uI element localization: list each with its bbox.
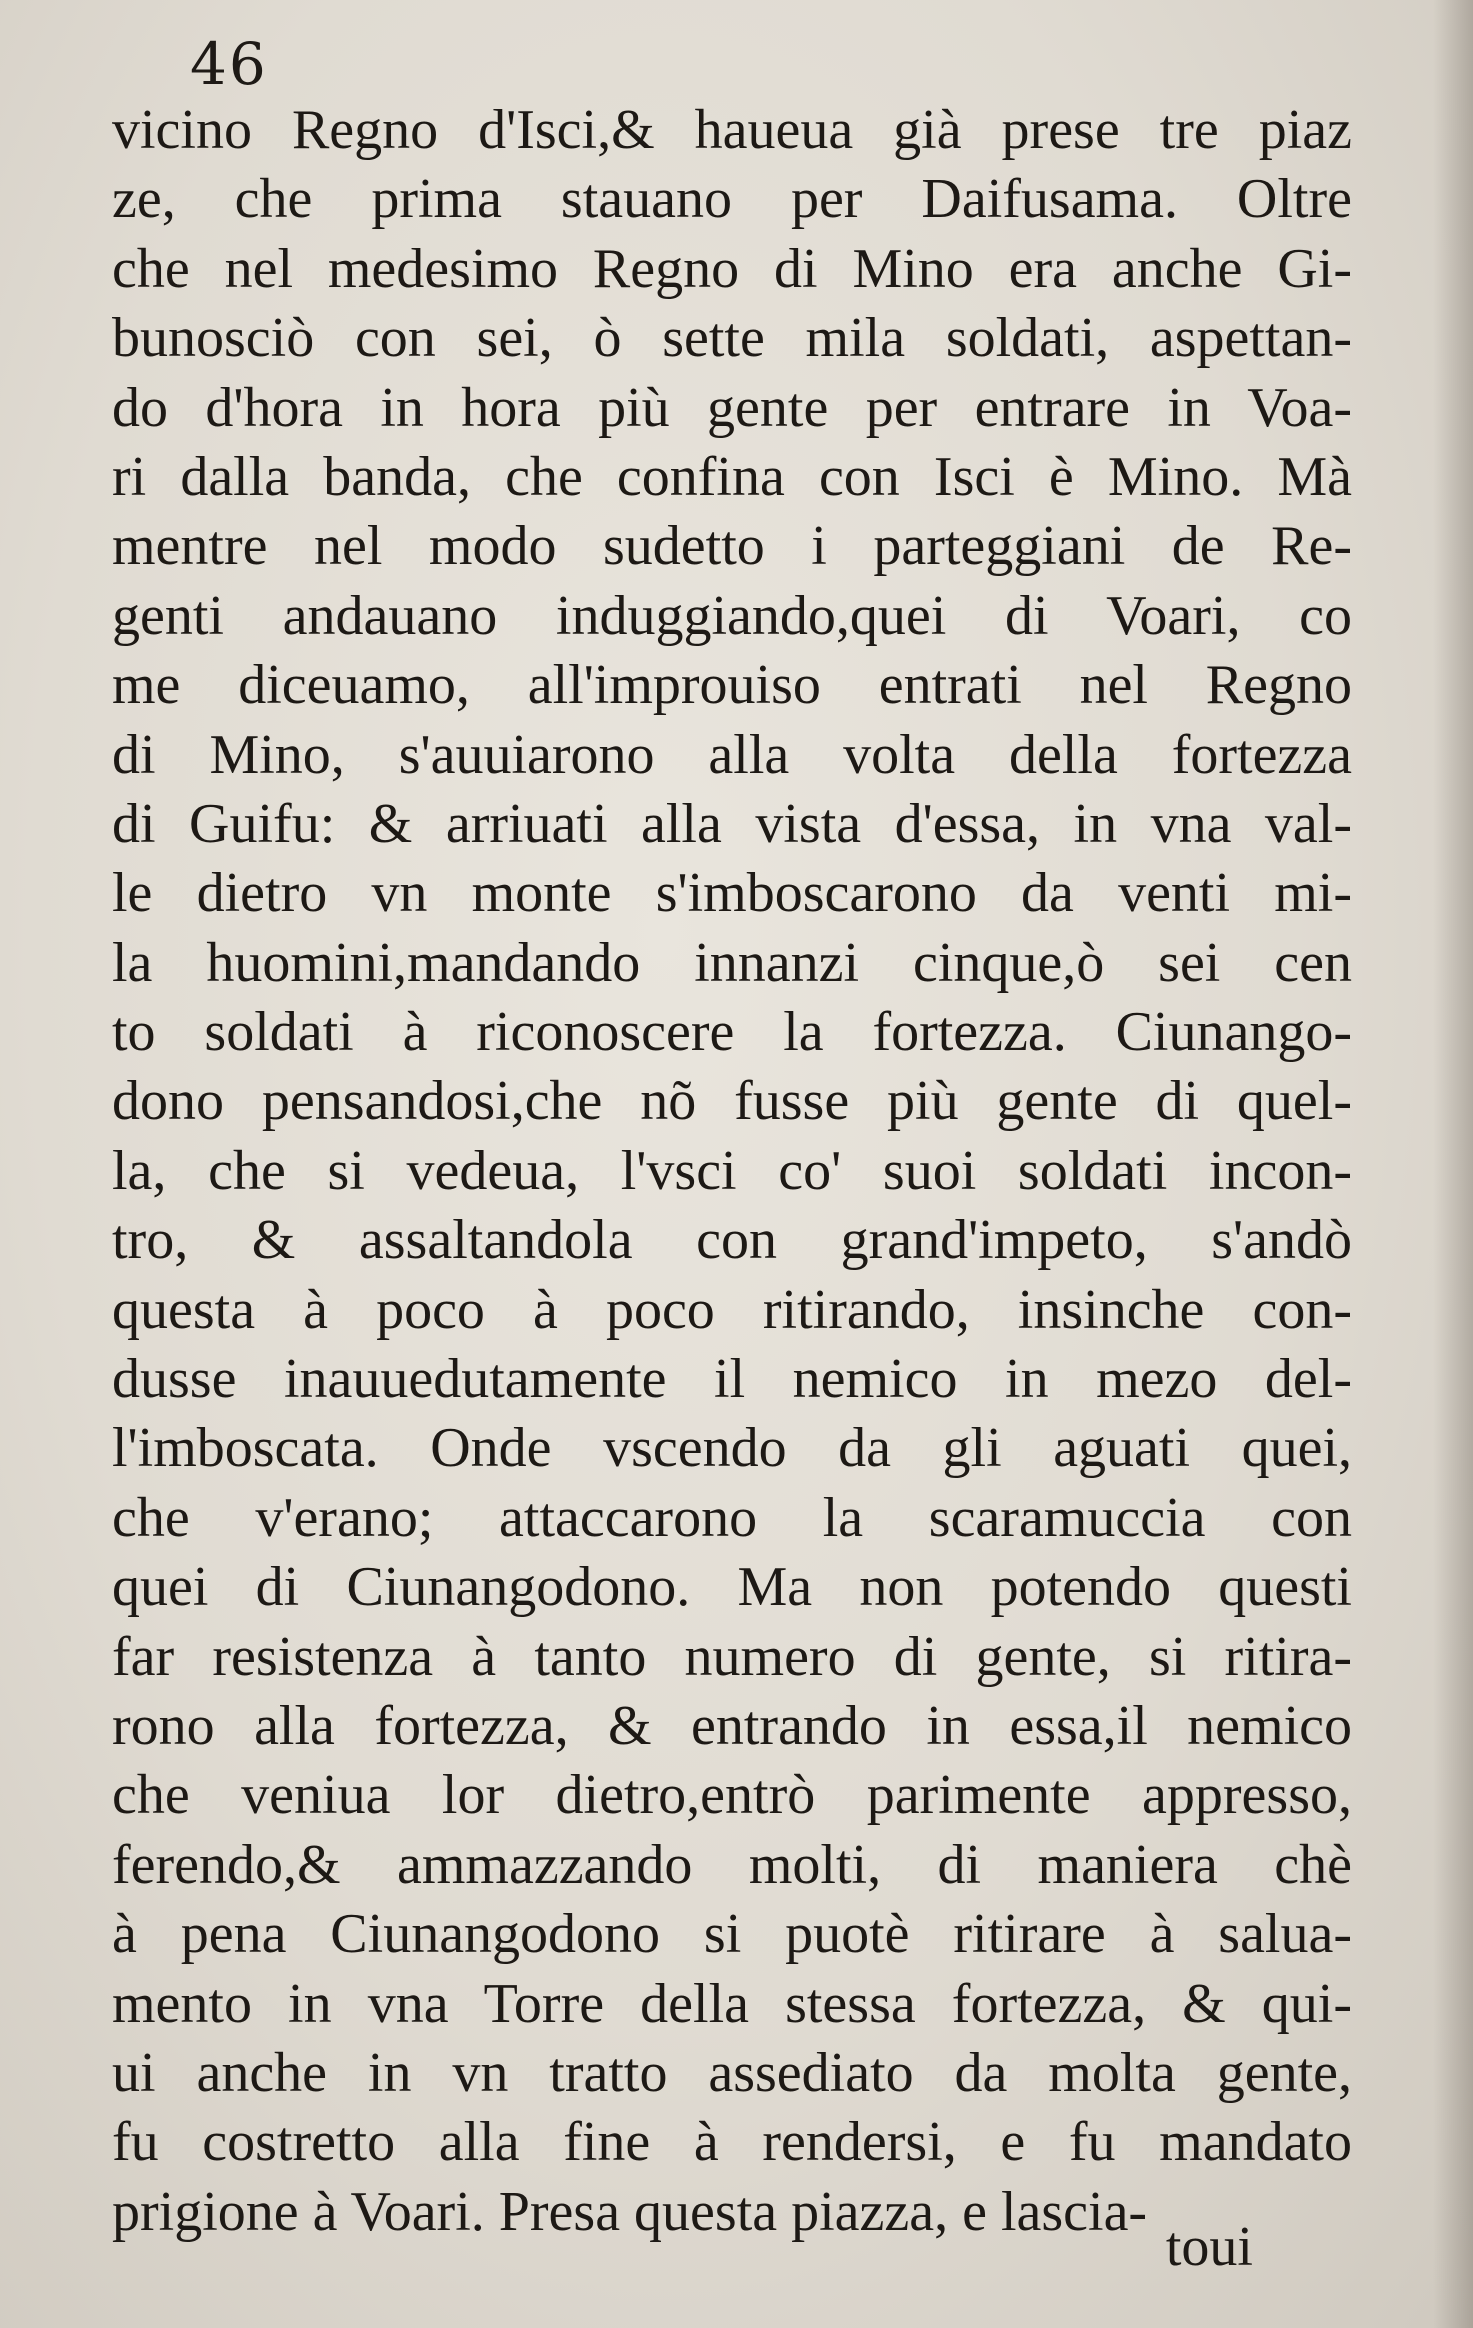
text-line-30: fu costretto alla fine à rendersi, e fu mandato — [112, 2111, 1352, 2174]
page-edge-shadow — [1433, 0, 1473, 2328]
text-line-17: tro, & assaltandola con grand'impeto, s'andò — [112, 1209, 1352, 1272]
text-line-25: che veniua lor dietro,entrò parimente appresso, — [112, 1764, 1352, 1827]
text-line-6: ri dalla banda, che confina con Isci è Mino. Mà — [112, 445, 1352, 508]
text-line-9: me diceuamo, all'improuiso entrati nel Regno — [112, 654, 1352, 717]
text-line-3: che nel medesimo Regno di Mino era anche Gi- — [112, 237, 1352, 300]
text-line-2: ze, che prima stauano per Daifusama. Oltre — [112, 168, 1352, 231]
text-line-27: à pena Ciunangodono si puotè ritirare à salua- — [112, 1903, 1352, 1966]
text-line-29: ui anche in vn tratto assediato da molta gente, — [112, 2041, 1352, 2104]
text-line-24: rono alla fortezza, & entrando in essa,il nemico — [112, 1694, 1352, 1757]
text-line-12: le dietro vn monte s'imboscarono da venti mi- — [112, 862, 1352, 925]
text-line-10: di Mino, s'auuiarono alla volta della fortezza — [112, 723, 1352, 786]
text-line-19: dusse inauuedutamente il nemico in mezo del- — [112, 1348, 1352, 1411]
text-line-18: questa à poco à poco ritirando, insinche con- — [112, 1278, 1352, 1341]
text-line-20: l'imboscata. Onde vscendo da gli aguati quei, — [112, 1417, 1352, 1480]
text-line-13: la huomini,mandando innanzi cinque,ò sei cen — [112, 931, 1352, 994]
body-text — [112, 96, 1352, 2247]
text-line-23: far resistenza à tanto numero di gente, si ritira- — [112, 1625, 1352, 1688]
catchword: toui — [1165, 2216, 1253, 2278]
text-line-28: mento in vna Torre della stessa fortezza, & qui- — [112, 1972, 1352, 2035]
text-line-26: ferendo,& ammazzando molti, di maniera chè — [112, 1833, 1352, 1896]
text-line-8: genti andauano induggiando,quei di Voari, co — [112, 584, 1352, 647]
text-line-15: dono pensandosi,che nõ fusse più gente di quel- — [112, 1070, 1352, 1133]
page-number: 46 — [190, 30, 268, 98]
text-line-7: mentre nel modo sudetto i parteggiani de Re- — [112, 515, 1352, 578]
text-line-31: prigione à Voari. Presa questa piazza, e lascia- — [112, 2180, 1148, 2243]
text-line-22: quei di Ciunangodono. Ma non potendo questi — [112, 1556, 1352, 1619]
text-line-5: do d'hora in hora più gente per entrare in Voa- — [112, 376, 1352, 439]
text-line-14: to soldati à riconoscere la fortezza. Ciunango- — [112, 1001, 1352, 1064]
text-line-21: che v'erano; attaccarono la scaramuccia con — [112, 1486, 1352, 1549]
text-line-16: la, che si vedeua, l'vsci co' suoi soldati incon- — [112, 1139, 1352, 1202]
text-line-1: vicino Regno d'Isci,& haueua già prese tre piaz — [112, 99, 1352, 161]
text-line-11: di Guifu: & arriuati alla vista d'essa, in vna val- — [112, 792, 1352, 855]
text-line-4: bunosciò con sei, ò sette mila soldati, aspettan- — [112, 307, 1352, 370]
